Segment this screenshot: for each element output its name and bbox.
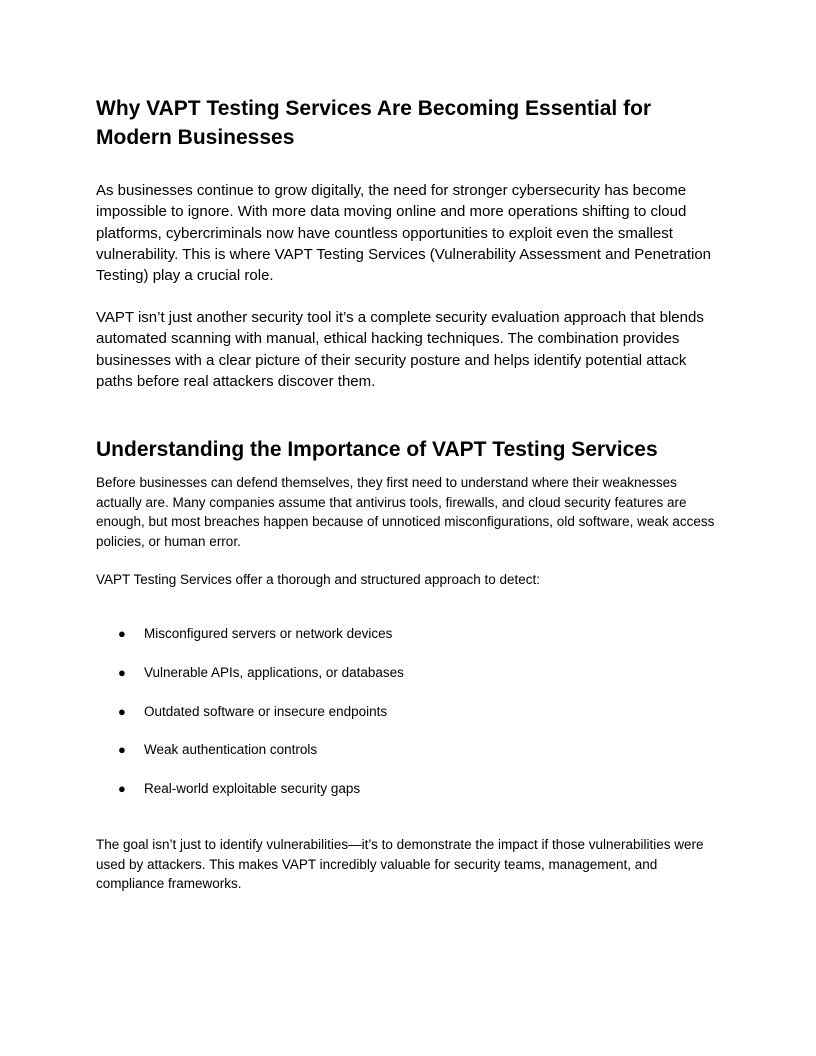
list-item-text: Misconfigured servers or network devices [144, 626, 393, 641]
list-item-text: Weak authentication controls [144, 742, 318, 758]
list-item [96, 702, 726, 741]
intro-paragraph: VAPT isn’t just another security tool it’s a complete security evaluation approach that blends automated scanning with manual, ethical hacking techniques. The combination provides businesses with a clear picture of their security posture and helps identify potential attack paths before real attackers discover them. [96, 309, 704, 390]
list-item [96, 624, 726, 663]
section-heading: Understanding the Importance of VAPT Testing Services [96, 438, 658, 461]
bullet-list [96, 624, 726, 818]
section-paragraph: VAPT Testing Services offer a thorough and structured approach to detect: [96, 572, 541, 587]
closing-paragraph: The goal isn’t just to identify vulnerabilities—it’s to demonstrate the impact if those vulnerabilities were used by attackers. This makes VAPT incredibly valuable for security teams, management, and compliance frameworks. [96, 837, 704, 892]
intro-paragraph: As businesses continue to grow digitally, the need for stronger cybersecurity has become impossible to ignore. With more data moving online and more operations shifting to cloud platforms, cybercriminals now have countless opportunities to exploit even the smallest vulnerability. This is where VAPT Testing Services (Vulnerability Assessment and Penetration Testing) play a crucial role. [96, 182, 712, 285]
list-item-text: Real-world exploitable security gaps [144, 781, 361, 797]
list-item [96, 740, 726, 779]
article-title: Why VAPT Testing Services Are Becoming Essential for Modern Businesses [96, 97, 652, 149]
bullet-icon: ● [118, 626, 126, 641]
bullet-icon: ● [118, 664, 126, 680]
list-item-text: Outdated software or insecure endpoints [144, 703, 388, 719]
section-paragraph: Before businesses can defend themselves, they first need to understand where their weaknesses actually are. Many companies assume that antivirus tools, firewalls, and cloud security features are enough, but most breaches happen because of unnoticed misconfigurations, old software, weak access policies, or human error. [96, 475, 715, 549]
list-item-text: Vulnerable APIs, applications, or databases [144, 664, 404, 680]
bullet-icon: ● [118, 703, 126, 719]
list-item [96, 663, 726, 702]
list-item [96, 779, 726, 818]
bullet-icon: ● [118, 781, 126, 797]
bullet-icon: ● [118, 742, 126, 758]
